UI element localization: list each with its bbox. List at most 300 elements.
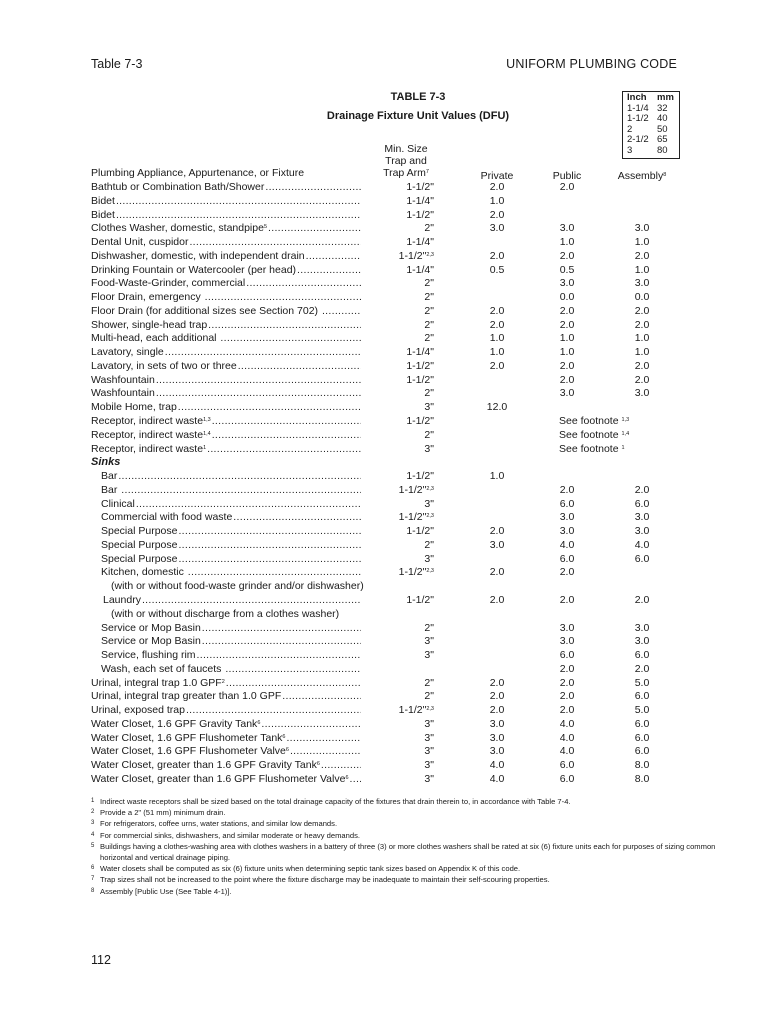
fixture-label-text bbox=[91, 195, 116, 207]
table-row bbox=[91, 718, 691, 732]
trap-size bbox=[361, 594, 434, 608]
trap-size bbox=[361, 553, 434, 567]
conversion-inch: 1-1/2 bbox=[627, 113, 649, 124]
table-row bbox=[91, 677, 691, 691]
dfu-public: 2.0 bbox=[559, 483, 575, 496]
fixture-name: Bathtub or Combination Bath/Shower bbox=[91, 181, 265, 193]
fixture-label bbox=[101, 470, 361, 484]
fixture-label bbox=[91, 236, 361, 250]
trap-size-value: 2" bbox=[424, 690, 434, 703]
dfu-public: 0.5 bbox=[559, 263, 575, 276]
dfu-public: 4.0 bbox=[559, 731, 575, 744]
trap-size-footnote-mark: 2,3 bbox=[426, 513, 434, 520]
table-row bbox=[91, 387, 691, 401]
fixture-footnote-mark: 1,3 bbox=[203, 417, 211, 424]
fixture-label bbox=[101, 484, 361, 498]
trap-size bbox=[361, 498, 434, 512]
dfu-private: 1.0 bbox=[489, 470, 505, 483]
dfu-private: 2.0 bbox=[489, 208, 505, 221]
min-size-line-1: Min. Size bbox=[384, 143, 428, 155]
dfu-public: 2.0 bbox=[559, 304, 575, 317]
fixture-label bbox=[101, 622, 361, 636]
fixture-label-text bbox=[101, 566, 188, 578]
dfu-public: 3.0 bbox=[559, 222, 575, 235]
fixture-label-text bbox=[91, 264, 297, 276]
footnote-mark: 1 bbox=[91, 798, 95, 804]
table-row bbox=[91, 429, 691, 443]
footnotes bbox=[91, 796, 731, 897]
fixture-label bbox=[101, 511, 361, 525]
table-row bbox=[91, 566, 691, 580]
fixture-name: Food-Waste-Grinder, commercial bbox=[91, 277, 246, 290]
dfu-assembly: 6.0 bbox=[634, 731, 650, 744]
fixture-name: Water Closet, 1.6 GPF Flushometer Valve bbox=[91, 745, 286, 758]
trap-size-value: 2" bbox=[424, 277, 434, 290]
trap-size bbox=[361, 470, 434, 484]
footnote bbox=[91, 886, 731, 897]
footnote-text: Water closets shall be computed as six (6) fixture units when determining septic tank sizes based on Appendix K of this code. bbox=[100, 864, 521, 874]
fixture-name: Lavatory, single bbox=[91, 346, 164, 359]
footnote bbox=[91, 807, 731, 818]
dfu-public: 2.0 bbox=[559, 593, 575, 606]
table-row bbox=[91, 759, 691, 773]
assembly-header-text: Assembly bbox=[617, 170, 664, 182]
fixture-name: Washfountain bbox=[91, 373, 155, 386]
table-row bbox=[91, 360, 691, 374]
trap-size bbox=[361, 415, 434, 429]
dfu-private: 2.0 bbox=[489, 249, 505, 262]
trap-size-footnote-mark: 2,3 bbox=[426, 485, 434, 492]
fixture-label-text bbox=[101, 663, 225, 675]
conversion-row bbox=[623, 114, 679, 125]
fixture-label bbox=[91, 277, 361, 291]
table-subtitle: Drainage Fixture Unit Values (DFU) bbox=[326, 110, 510, 122]
dfu-private: 3.0 bbox=[489, 717, 505, 730]
table-row bbox=[91, 511, 691, 525]
fixture-name: Service, flushing rim bbox=[101, 649, 196, 662]
dfu-public: 3.0 bbox=[559, 635, 575, 648]
dfu-public: 2.0 bbox=[559, 318, 575, 331]
column-header-public: Public bbox=[552, 170, 582, 182]
conversion-mm: 65 bbox=[657, 134, 668, 145]
dfu-assembly: 2.0 bbox=[634, 249, 650, 262]
dfu-public: 1.0 bbox=[559, 346, 575, 359]
fixture-label bbox=[91, 264, 361, 278]
dfu-assembly: 1.0 bbox=[634, 236, 650, 249]
conversion-inch: 2 bbox=[627, 123, 633, 135]
footnote bbox=[91, 874, 731, 885]
dfu-assembly: 6.0 bbox=[634, 649, 650, 662]
fixture-label-text bbox=[91, 181, 265, 193]
fixture-name: Shower, single-head trap bbox=[91, 318, 208, 331]
dfu-private: 2.0 bbox=[489, 704, 505, 717]
fixture-label-text bbox=[91, 319, 208, 331]
fixture-label bbox=[101, 649, 361, 663]
table-row bbox=[91, 456, 691, 470]
dfu-assembly: 1.0 bbox=[634, 346, 650, 359]
fixture-name: Wash, each set of faucets bbox=[101, 662, 225, 675]
fixture-name: Water Closet, greater than 1.6 GPF Gravity Tank bbox=[91, 759, 317, 772]
dfu-assembly: 6.0 bbox=[634, 717, 650, 730]
trap-size-value: 3" bbox=[424, 649, 434, 662]
trap-size bbox=[361, 236, 434, 250]
fixture-name: Clothes Washer, domestic, standpipe bbox=[91, 222, 264, 235]
table-row bbox=[91, 594, 691, 608]
fixture-label-text bbox=[91, 360, 238, 372]
table-row bbox=[91, 622, 691, 636]
dfu-assembly: 3.0 bbox=[634, 387, 650, 400]
fixture-name: Water Closet, 1.6 GPF Gravity Tank bbox=[91, 717, 258, 730]
trap-size-value: 2" bbox=[424, 291, 434, 304]
fixture-label bbox=[91, 677, 361, 691]
fixture-footnote-mark: 2 bbox=[221, 678, 225, 685]
fixture-footnote-mark: 6 bbox=[257, 719, 261, 726]
trap-size bbox=[361, 277, 434, 291]
dfu-private: 2.0 bbox=[489, 318, 505, 331]
fixture-label-text bbox=[91, 209, 116, 221]
table-row bbox=[91, 704, 691, 718]
trap-size bbox=[361, 539, 434, 553]
trap-size bbox=[361, 718, 434, 732]
fixture-label-text bbox=[91, 690, 282, 702]
dfu-private: 4.0 bbox=[489, 759, 505, 772]
trap-size-value: 3" bbox=[424, 717, 434, 730]
dfu-assembly: 2.0 bbox=[634, 359, 650, 372]
footnote bbox=[91, 796, 731, 807]
trap-size-value: 1-1/2" bbox=[398, 566, 427, 579]
row-continuation bbox=[111, 608, 411, 622]
table-row bbox=[91, 553, 691, 567]
trap-size-value: 1-1/2" bbox=[398, 249, 427, 262]
dfu-assembly: 3.0 bbox=[634, 525, 650, 538]
trap-size bbox=[361, 649, 434, 663]
dfu-private: 1.0 bbox=[489, 332, 505, 345]
trap-size bbox=[361, 704, 434, 718]
trap-size-value: 1-1/4" bbox=[406, 236, 434, 249]
trap-size-value: 3" bbox=[424, 401, 434, 414]
fixture-label bbox=[103, 594, 361, 608]
dfu-public: 6.0 bbox=[559, 649, 575, 662]
dfu-assembly: 3.0 bbox=[634, 222, 650, 235]
fixture-label-text bbox=[91, 677, 226, 689]
fixture-label bbox=[91, 773, 361, 787]
dfu-private: 2.0 bbox=[489, 690, 505, 703]
fixture-label bbox=[91, 443, 361, 457]
fixture-name: Dishwasher, domestic, with independent drain bbox=[91, 249, 305, 262]
fixture-label-text bbox=[91, 305, 322, 317]
fixture-label-text bbox=[101, 553, 178, 565]
fixture-name: Urinal, integral trap greater than 1.0 GPF bbox=[91, 690, 282, 703]
fixture-label-text bbox=[91, 401, 178, 413]
trap-size bbox=[361, 759, 434, 773]
dfu-assembly: 1.0 bbox=[634, 263, 650, 276]
table-row bbox=[91, 346, 691, 360]
footnote-mark: 3 bbox=[91, 820, 95, 827]
column-header-fixture: Plumbing Appliance, Appurtenance, or Fixture bbox=[91, 167, 305, 179]
table-row bbox=[91, 539, 691, 553]
dfu-private: 3.0 bbox=[489, 538, 505, 551]
fixture-name: Multi-head, each additional bbox=[91, 332, 220, 345]
trap-size-value: 3" bbox=[424, 772, 434, 785]
fixture-name: Special Purpose bbox=[101, 538, 178, 551]
trap-size bbox=[361, 401, 434, 415]
footnote-mark: 5 bbox=[91, 842, 95, 849]
fixture-name: Receptor, indirect waste bbox=[91, 442, 204, 455]
table-row bbox=[91, 745, 691, 759]
fixture-footnote-mark: 6 bbox=[316, 761, 320, 768]
fixture-footnote-mark: 6 bbox=[285, 747, 289, 754]
fixture-label-text bbox=[91, 236, 189, 248]
table-row bbox=[91, 222, 691, 236]
dfu-assembly: 5.0 bbox=[634, 676, 650, 689]
trap-size-value: 1-1/2" bbox=[406, 359, 434, 372]
trap-size-value: 1-1/2" bbox=[406, 470, 434, 483]
trap-size-value: 2" bbox=[424, 332, 434, 345]
dfu-public: 3.0 bbox=[559, 621, 575, 634]
fixture-label-text bbox=[91, 745, 290, 757]
fixture-name: Laundry bbox=[103, 593, 141, 606]
trap-size-value: 2" bbox=[424, 621, 434, 634]
fixture-label bbox=[91, 718, 361, 732]
fixture-label-text bbox=[101, 525, 178, 537]
dfu-assembly: 2.0 bbox=[634, 593, 650, 606]
fixture-label bbox=[91, 759, 361, 773]
fixture-label bbox=[91, 250, 361, 264]
trap-size bbox=[361, 566, 434, 580]
fixture-label-text bbox=[91, 415, 212, 427]
fixture-footnote-mark: 6 bbox=[282, 733, 286, 740]
trap-size bbox=[361, 209, 434, 223]
fixture-label-text bbox=[91, 277, 246, 289]
fixture-label-text bbox=[103, 594, 142, 606]
trap-size-value: 1-1/2" bbox=[406, 208, 434, 221]
dfu-private: 2.0 bbox=[489, 181, 505, 193]
dfu-public: 4.0 bbox=[559, 717, 575, 730]
fixture-name: Bidet bbox=[91, 194, 115, 207]
trap-size bbox=[361, 635, 434, 649]
fixture-label bbox=[91, 690, 361, 704]
trap-size bbox=[361, 429, 434, 443]
dfu-assembly: 6.0 bbox=[634, 497, 650, 510]
fixture-name: Dental Unit, cuspidor bbox=[91, 236, 189, 249]
conversion-mm: 50 bbox=[657, 123, 668, 135]
fixture-name: Special Purpose bbox=[101, 525, 178, 538]
table-row bbox=[91, 649, 691, 663]
dfu-public: 3.0 bbox=[559, 511, 575, 524]
trap-size-value: 1-1/4" bbox=[406, 194, 434, 207]
min-size-line-3-text: Trap Arm bbox=[383, 167, 426, 179]
table-row bbox=[91, 773, 691, 787]
fixture-label-text bbox=[91, 704, 186, 716]
dfu-private: 12.0 bbox=[486, 401, 508, 414]
footnote-text: For refrigerators, coffee urns, water stations, and similar low demands. bbox=[100, 819, 338, 829]
dfu-public: 6.0 bbox=[559, 759, 575, 772]
fixture-name: Urinal, exposed trap bbox=[91, 704, 185, 717]
dfu-assembly: 2.0 bbox=[634, 318, 650, 331]
dfu-assembly: 4.0 bbox=[634, 538, 650, 551]
table-row bbox=[91, 332, 691, 346]
footnote-text: For commercial sinks, dishwashers, and similar moderate or heavy demands. bbox=[100, 830, 360, 840]
see-footnote-mark: 1 bbox=[621, 444, 625, 451]
fixture-label bbox=[91, 346, 361, 360]
trap-size bbox=[361, 773, 434, 787]
dfu-private: 0.5 bbox=[489, 263, 505, 276]
see-footnote bbox=[559, 429, 679, 443]
table-row bbox=[91, 374, 691, 388]
conversion-mm: 40 bbox=[657, 113, 668, 124]
trap-size bbox=[361, 181, 434, 195]
row-continuation bbox=[111, 580, 411, 594]
dfu-public: 4.0 bbox=[559, 538, 575, 551]
fixture-label-text bbox=[101, 484, 121, 496]
dfu-public: 2.0 bbox=[559, 676, 575, 689]
fixture-label bbox=[101, 566, 361, 580]
fixture-label bbox=[91, 374, 361, 388]
trap-size-value: 2" bbox=[424, 387, 434, 400]
fixture-label bbox=[101, 553, 361, 567]
trap-size bbox=[361, 195, 434, 209]
trap-size-value: 2" bbox=[424, 428, 434, 441]
dfu-public: 3.0 bbox=[559, 277, 575, 290]
fixture-label bbox=[101, 498, 361, 512]
dfu-assembly: 8.0 bbox=[634, 772, 650, 785]
fixture-name: Bar bbox=[101, 470, 118, 483]
table-row bbox=[91, 608, 691, 622]
fixture-label bbox=[91, 319, 361, 333]
row-continuation-text: (with or without discharge from a clothes washer) bbox=[111, 607, 340, 620]
fixture-name: Clinical bbox=[101, 497, 135, 510]
footnote-text: Trap sizes shall not be increased to the point where the fixture discharge may be inadequate to maintain their self-scouring properties. bbox=[100, 875, 550, 885]
table-row bbox=[91, 690, 691, 704]
fixture-name: Urinal, integral trap 1.0 GPF bbox=[91, 676, 222, 689]
column-header-min-size bbox=[366, 143, 446, 179]
fixture-name: Floor Drain (for additional sizes see Section 702) bbox=[91, 304, 321, 317]
fixture-name: Washfountain bbox=[91, 387, 155, 400]
fixture-label-text bbox=[91, 429, 212, 441]
unit-conversion-box bbox=[622, 91, 680, 159]
table-row bbox=[91, 181, 691, 195]
trap-size bbox=[361, 264, 434, 278]
footnote bbox=[91, 830, 731, 841]
trap-size bbox=[361, 374, 434, 388]
trap-size bbox=[361, 332, 434, 346]
trap-size-value: 2" bbox=[424, 538, 434, 551]
fixture-label-text bbox=[91, 222, 268, 234]
conversion-inch: 1-1/4 bbox=[627, 102, 649, 114]
trap-size bbox=[361, 387, 434, 401]
fixture-label-text bbox=[101, 539, 178, 551]
page-number: 112 bbox=[91, 953, 111, 967]
fixture-name: Receptor, indirect waste bbox=[91, 428, 204, 441]
fixture-label-text bbox=[101, 498, 136, 510]
fixture-label bbox=[91, 195, 361, 209]
fixture-name: Floor Drain, emergency bbox=[91, 291, 204, 304]
dfu-public: 2.0 bbox=[559, 359, 575, 372]
trap-size bbox=[361, 291, 434, 305]
see-footnote bbox=[559, 415, 679, 429]
min-size-line-3 bbox=[366, 167, 446, 179]
trap-size-value: 1-1/2" bbox=[406, 525, 434, 538]
fixture-label bbox=[91, 360, 361, 374]
section-heading bbox=[91, 456, 361, 470]
table-row bbox=[91, 443, 691, 457]
table-row bbox=[91, 470, 691, 484]
column-header-private: Private bbox=[480, 170, 514, 182]
assembly-footnote-mark: 8 bbox=[663, 172, 667, 178]
fixture-label-text bbox=[101, 649, 197, 661]
trap-size-value: 2" bbox=[424, 222, 434, 235]
trap-size-value: 1-1/2" bbox=[398, 483, 427, 496]
fixture-label-text bbox=[91, 732, 286, 744]
fixture-name: Bidet bbox=[91, 208, 115, 221]
see-footnote-mark: 1,4 bbox=[621, 430, 630, 437]
trap-size-value: 3" bbox=[424, 759, 434, 772]
trap-size-value: 2" bbox=[424, 676, 434, 689]
table-row bbox=[91, 635, 691, 649]
conversion-row bbox=[623, 146, 679, 157]
dfu-public: 2.0 bbox=[559, 662, 575, 675]
dfu-public: 2.0 bbox=[559, 181, 575, 193]
fixture-footnote-mark: 1 bbox=[203, 444, 207, 451]
dfu-assembly: 3.0 bbox=[634, 511, 650, 524]
see-footnote-text: See footnote bbox=[559, 428, 619, 441]
dfu-public: 2.0 bbox=[559, 704, 575, 717]
trap-size-footnote-mark: 2,3 bbox=[426, 568, 434, 575]
trap-size bbox=[361, 222, 434, 236]
footnote bbox=[91, 841, 731, 863]
fixture-name: Lavatory, in sets of two or three bbox=[91, 359, 237, 372]
dfu-assembly: 5.0 bbox=[634, 704, 650, 717]
trap-size bbox=[361, 484, 434, 498]
table-row bbox=[91, 264, 691, 278]
fixture-name: Kitchen, domestic bbox=[101, 566, 187, 579]
fixture-footnote-mark: 5 bbox=[263, 224, 268, 231]
running-header-left: Table 7-3 bbox=[91, 57, 143, 71]
fixture-label bbox=[101, 663, 361, 677]
trap-size bbox=[361, 346, 434, 360]
conversion-head-inch: Inch bbox=[627, 92, 647, 103]
fixture-name: Water Closet, 1.6 GPF Flushometer Tank bbox=[91, 731, 283, 744]
dfu-private: 1.0 bbox=[489, 194, 505, 207]
fixture-label bbox=[91, 704, 361, 718]
trap-size-footnote-mark: 2,3 bbox=[426, 706, 434, 713]
dfu-public: 4.0 bbox=[559, 745, 575, 758]
table-row bbox=[91, 319, 691, 333]
fixture-label bbox=[101, 635, 361, 649]
fixture-label-text bbox=[91, 718, 261, 730]
fixture-label-text bbox=[101, 635, 202, 647]
footnote-text: Indirect waste receptors shall be sized based on the total drainage capacity of the fixtures that drain therein to, in accordance with Table 7-4. bbox=[100, 797, 571, 806]
fixture-label-text bbox=[101, 622, 202, 634]
dfu-public: 6.0 bbox=[559, 552, 575, 565]
dfu-public: 1.0 bbox=[559, 236, 575, 249]
fixture-footnote-mark: 6 bbox=[345, 774, 349, 781]
dfu-public: 6.0 bbox=[559, 772, 575, 785]
fixture-label bbox=[91, 745, 361, 759]
dfu-public: 6.0 bbox=[559, 497, 575, 510]
trap-size bbox=[361, 360, 434, 374]
min-size-line-2: Trap and bbox=[385, 155, 427, 167]
trap-size-value: 3" bbox=[424, 745, 434, 758]
fixture-label bbox=[91, 732, 361, 746]
footnote bbox=[91, 863, 731, 874]
fixture-label bbox=[91, 401, 361, 415]
dfu-private: 3.0 bbox=[489, 731, 505, 744]
fixture-name: Drinking Fountain or Watercooler (per head) bbox=[91, 263, 297, 276]
dfu-private: 2.0 bbox=[489, 593, 505, 606]
fixture-name: Commercial with food waste bbox=[101, 511, 233, 524]
fixture-name: Service or Mop Basin bbox=[101, 635, 201, 648]
